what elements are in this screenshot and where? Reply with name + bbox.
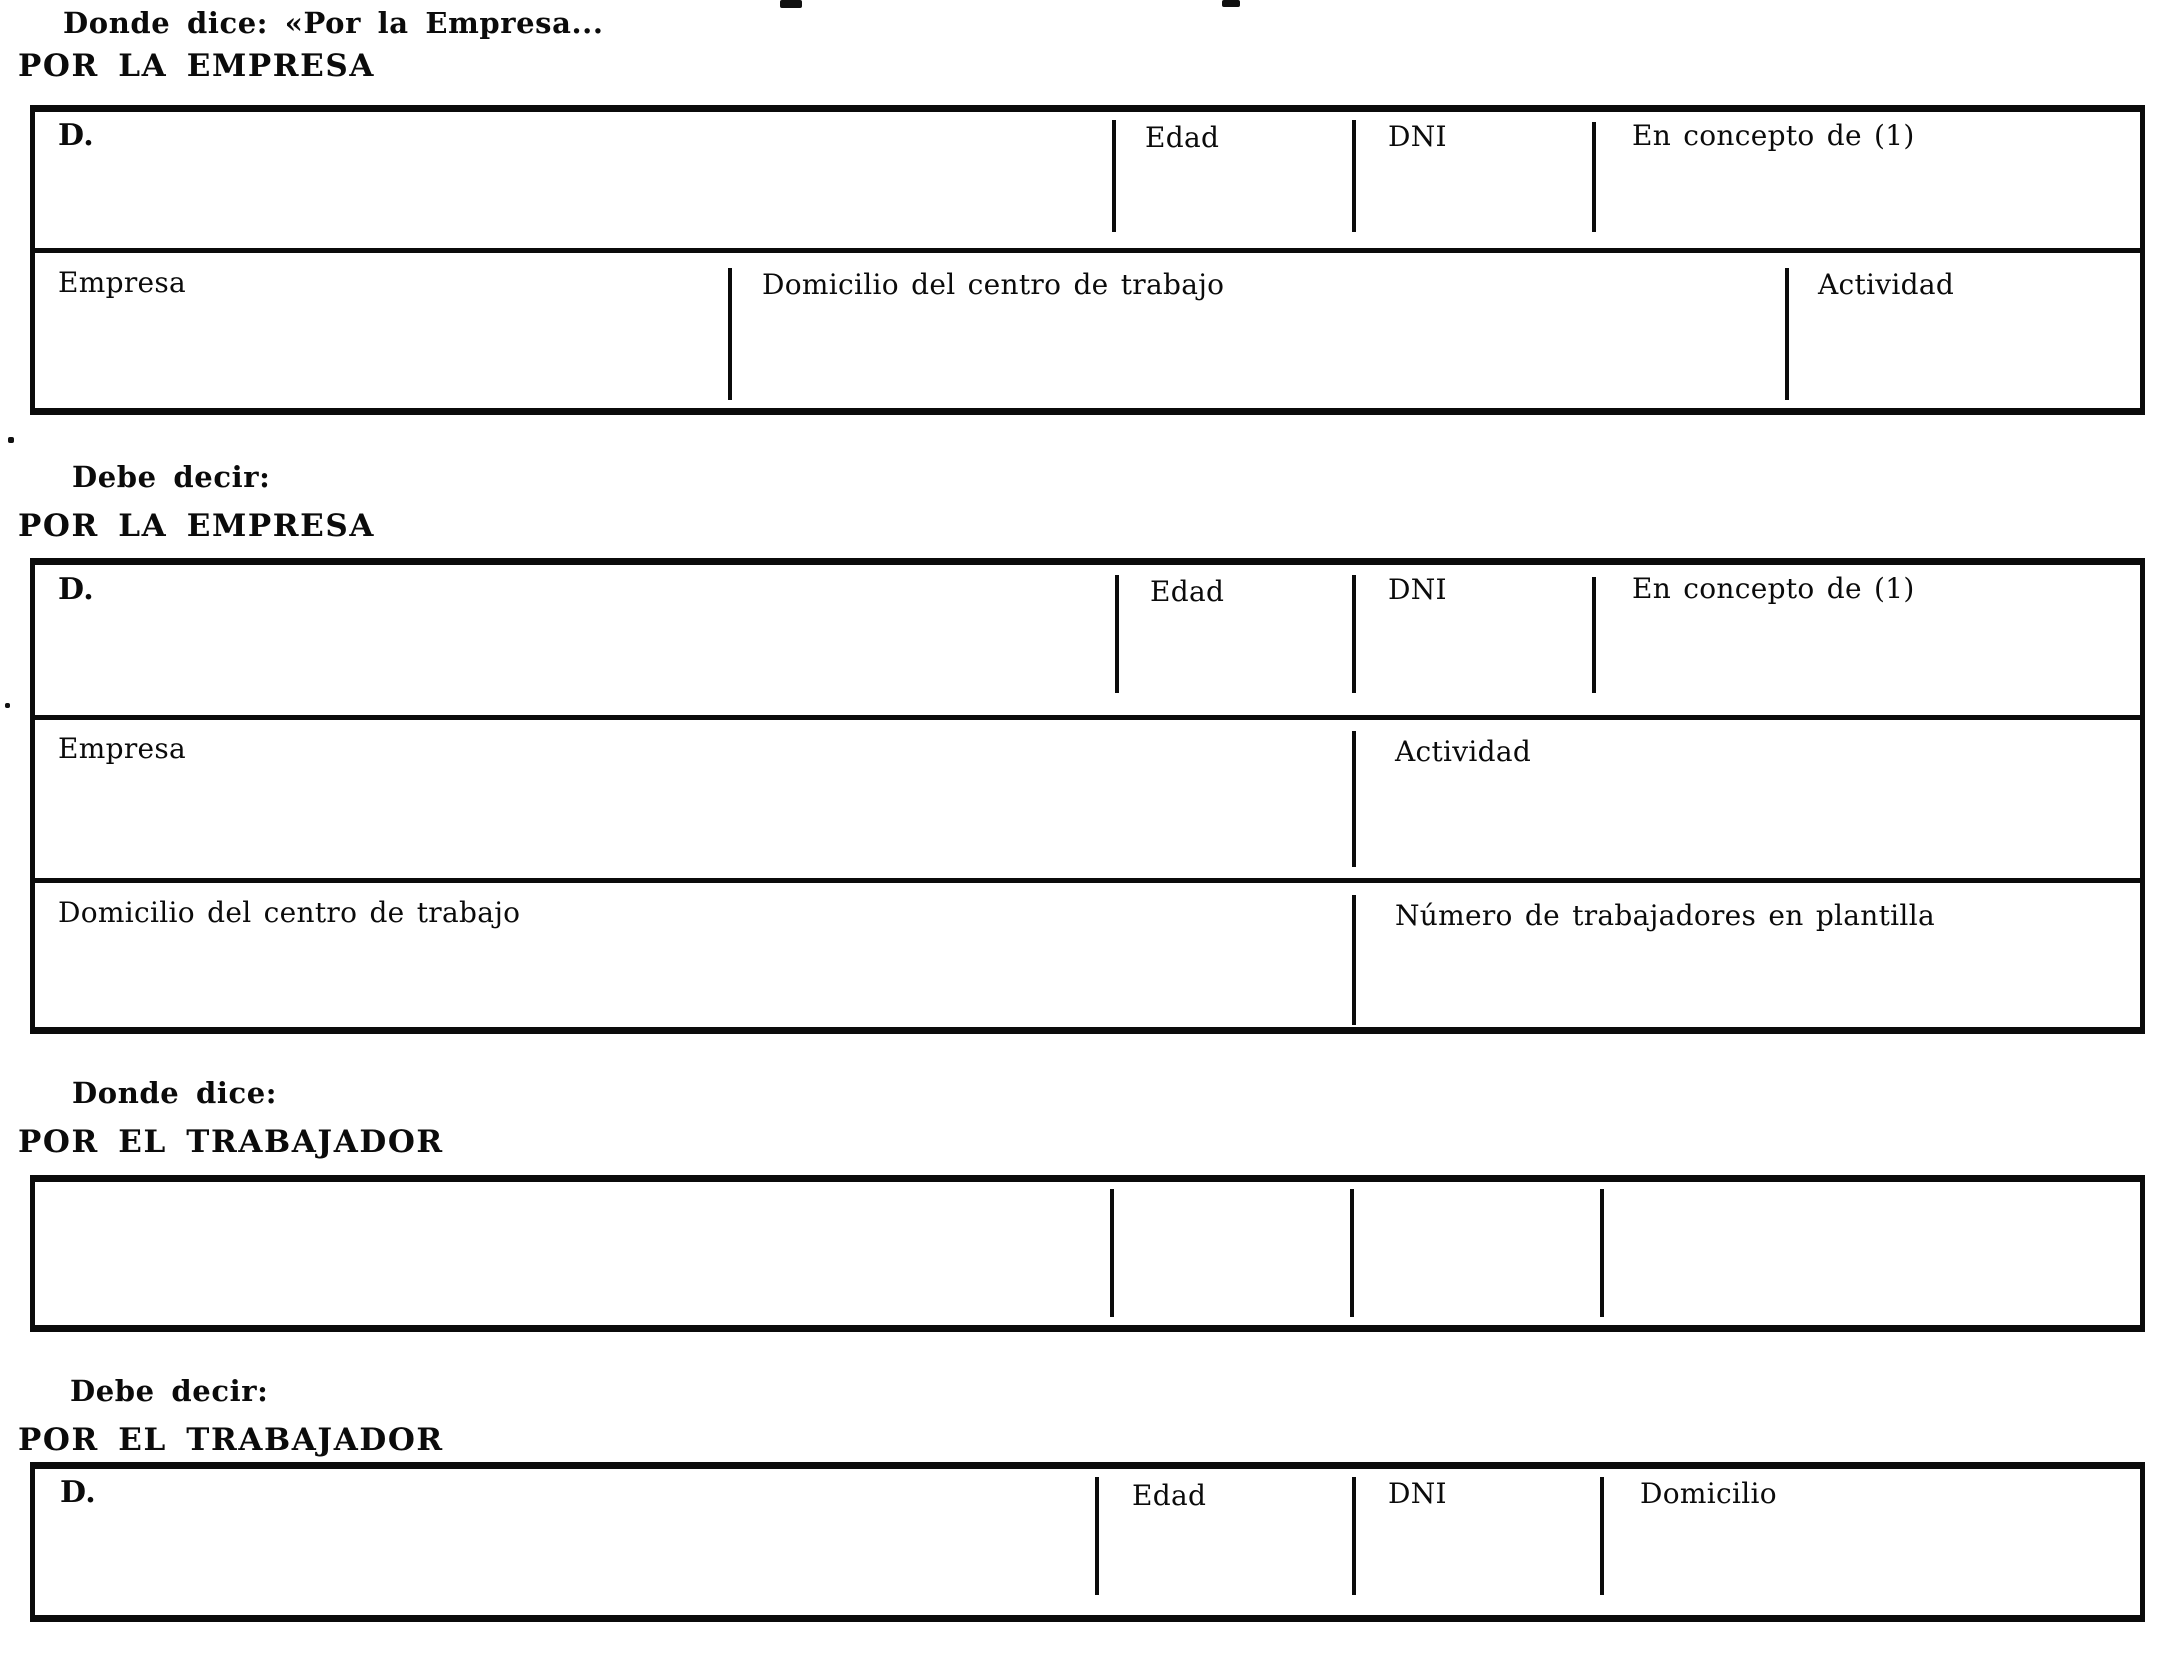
scan-speck [5, 703, 10, 708]
form-box-empresa-corrected [30, 558, 2145, 1034]
instruction-debe-decir-2: Debe decir: [70, 1374, 269, 1408]
form-box-trabajador-original [30, 1175, 2145, 1332]
scan-speck [1222, 0, 1240, 7]
field-label-domicilio-centro: Domicilio del centro de trabajo [58, 896, 521, 929]
field-label-actividad: Actividad [1818, 268, 1955, 301]
section-heading-por-la-empresa-original: POR LA EMPRESA [18, 48, 375, 84]
field-label-dni: DNI [1388, 1477, 1447, 1510]
row-separator [30, 878, 2145, 883]
field-label-dni: DNI [1388, 120, 1447, 153]
instruction-donde-dice-intro: Donde dice: «Por la Empresa... [63, 6, 604, 40]
field-label-empresa: Empresa [58, 732, 187, 765]
cell-divider [1112, 120, 1116, 232]
section-heading-por-el-trabajador-corrected: POR EL TRABAJADOR [18, 1422, 444, 1458]
cell-divider [1110, 1189, 1114, 1317]
cell-divider [1352, 575, 1356, 693]
scan-speck [780, 0, 802, 8]
field-label-domicilio-centro: Domicilio del centro de trabajo [762, 268, 1225, 301]
section-heading-por-la-empresa-corrected: POR LA EMPRESA [18, 508, 375, 544]
row-separator [30, 715, 2145, 720]
cell-divider [1600, 1477, 1604, 1595]
field-label-concepto: En concepto de (1) [1632, 119, 1915, 152]
cell-divider [728, 268, 732, 400]
field-label-domicilio: Domicilio [1640, 1477, 1777, 1510]
form-box-trabajador-corrected [30, 1462, 2145, 1622]
cell-divider [1352, 120, 1356, 232]
instruction-debe-decir-1: Debe decir: [72, 460, 271, 494]
field-label-concepto: En concepto de (1) [1632, 572, 1915, 605]
field-label-empresa: Empresa [58, 266, 187, 299]
field-label-dni: DNI [1388, 573, 1447, 606]
section-heading-por-el-trabajador-original: POR EL TRABAJADOR [18, 1124, 444, 1160]
cell-divider [1785, 268, 1789, 400]
field-label-edad: Edad [1145, 121, 1220, 154]
cell-divider [1592, 577, 1596, 693]
field-label-edad: Edad [1132, 1479, 1207, 1512]
cell-divider [1352, 731, 1356, 867]
cell-divider [1352, 895, 1356, 1025]
instruction-donde-dice-2: Donde dice: [72, 1076, 278, 1110]
field-label-actividad: Actividad [1395, 735, 1532, 768]
form-box-empresa-original [30, 105, 2145, 415]
field-label-d: D. [60, 1475, 96, 1510]
cell-divider [1350, 1189, 1354, 1317]
cell-divider [1600, 1189, 1604, 1317]
row-separator [30, 248, 2145, 253]
field-label-edad: Edad [1150, 575, 1225, 608]
field-label-plantilla: Número de trabajadores en plantilla [1395, 899, 1935, 932]
cell-divider [1095, 1477, 1099, 1595]
cell-divider [1592, 122, 1596, 232]
scan-speck [8, 437, 14, 443]
field-label-d: D. [58, 572, 94, 607]
cell-divider [1352, 1477, 1356, 1595]
field-label-d: D. [58, 118, 94, 153]
cell-divider [1115, 575, 1119, 693]
